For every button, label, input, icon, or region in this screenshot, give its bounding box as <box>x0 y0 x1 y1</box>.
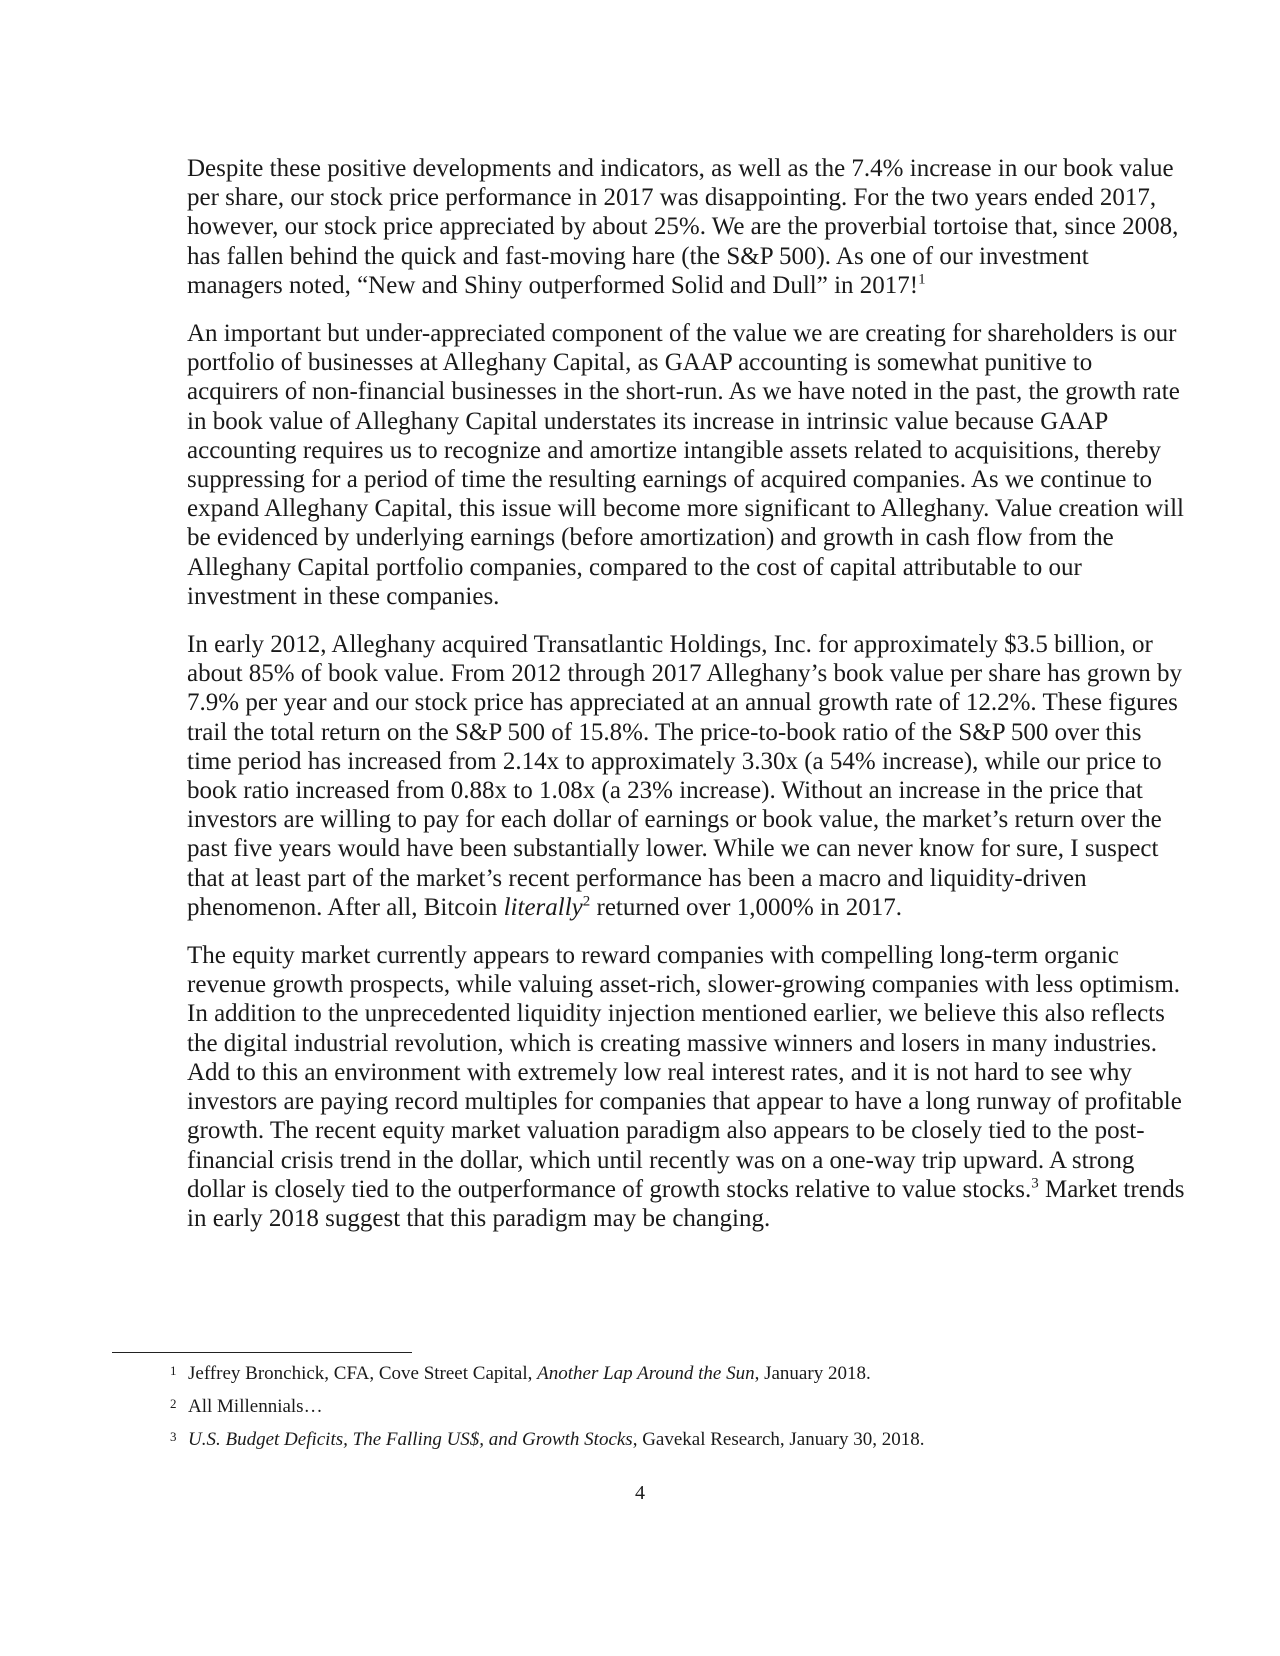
paragraph-4 <box>187 941 1187 1233</box>
footnote-reference: 1 <box>918 271 926 288</box>
footnote-text: All Millennials… <box>188 1396 323 1417</box>
footnote-number: 3 <box>170 1429 177 1444</box>
footnote-number: 1 <box>170 1363 177 1378</box>
footnote-2 <box>170 1396 1170 1418</box>
footnote-1 <box>170 1363 1170 1385</box>
paragraph-3 <box>187 630 1187 922</box>
emphasis-text: literally <box>503 893 583 921</box>
paragraph-text: An important but under-appreciated component of the value we are creating for shareholders is our portfolio of businesses at Alleghany Capital, as GAAP accounting is somewhat punitive to acquirers of non-financial businesses in the short-run. As we have noted in the past, the growth rate in book value of Alleghany Capital understates its increase in intrinsic value because GAAP accounting requires us to recognize and amortize intangible assets related to acquisitions, thereby suppressing for a period of time the resulting earnings of acquired companies. As we continue to expand Alleghany Capital, this issue will become more significant to Alleghany. Value creation will be evidenced by underlying earnings (before amortization) and growth in cash flow from the Alleghany Capital portfolio companies, compared to the cost of capital attributable to our investment in these companies. <box>187 320 1184 610</box>
footnote-title: Another Lap Around the Sun <box>537 1363 755 1384</box>
footnote-text: , January 2018. <box>754 1363 871 1384</box>
paragraph-2 <box>187 319 1187 611</box>
footnotes <box>170 1363 1170 1462</box>
paragraph-text: returned over 1,000% in 2017. <box>590 893 902 921</box>
paragraph-text: Market trends in early 2018 suggest that this paradigm may be changing. <box>187 1175 1185 1232</box>
footnote-number: 2 <box>170 1396 177 1411</box>
paragraph-text: Despite these positive developments and indicators, as well as the 7.4% increase in our book value per share, our stock price performance in 2017 was disappointing. For the two years ended 2017, however, our stock price appreciated by about 25%. We are the proverbial tortoise that, since 2008, has fallen behind the quick and fast-moving hare (the S&P 500). As one of our investment managers noted, “New and Shiny outperformed Solid and Dull” in 2017! <box>187 155 1179 299</box>
paragraph-text: The equity market currently appears to reward companies with compelling long-term organic revenue growth prospects, while valuing asset-rich, slower-growing companies with less optimism. In addition to the unprecedented liquidity injection mentioned earlier, we believe this also reflects the digital industrial revolution, which is creating massive winners and losers in many industries. Add to this an environment with extremely low real interest rates, and it is not hard to see why investors are paying record multiples for companies that appear to have a long runway of profitable growth. The recent equity market valuation paradigm also appears to be closely tied to the post-financial crisis trend in the dollar, which until recently was on a one-way trip upward. A strong dollar is closely tied to the outperformance of growth stocks relative to value stocks. <box>187 942 1182 1203</box>
footnote-separator <box>112 1352 412 1353</box>
page-number: 4 <box>635 1482 645 1504</box>
body-text <box>187 154 1187 1252</box>
footnote-reference: 2 <box>582 893 591 910</box>
footnote-text: , Gavekal Research, January 30, 2018. <box>632 1429 925 1450</box>
footnote-text: Jeffrey Bronchick, CFA, Cove Street Capital, <box>188 1363 538 1384</box>
footnote-reference: 3 <box>1031 1175 1039 1192</box>
paragraph-1 <box>187 154 1187 300</box>
footnote-title: U.S. Budget Deficits, The Falling US$, and Growth Stocks <box>188 1429 633 1450</box>
paragraph-text: In early 2012, Alleghany acquired Transatlantic Holdings, Inc. for approximately $3.5 billion, or about 85% of book value. From 2012 through 2017 Alleghany’s book value per share has grown by 7.9% per year and our stock price has appreciated at an annual growth rate of 12.2%. These figures trail the total return on the S&P 500 of 15.8%. The price-to-book ratio of the S&P 500 over this time period has increased from 2.14x to approximately 3.30x (a 54% increase), while our price to book ratio increased from 0.88x to 1.08x (a 23% increase). Without an increase in the price that investors are willing to pay for each dollar of earnings or book value, the market’s return over the past five years would have been substantially lower. While we can never know for sure, I suspect that at least part of the market’s recent performance has been a macro and liquidity-driven phenomenon. After all, Bitcoin <box>187 631 1182 921</box>
footnote-3 <box>170 1429 1170 1451</box>
